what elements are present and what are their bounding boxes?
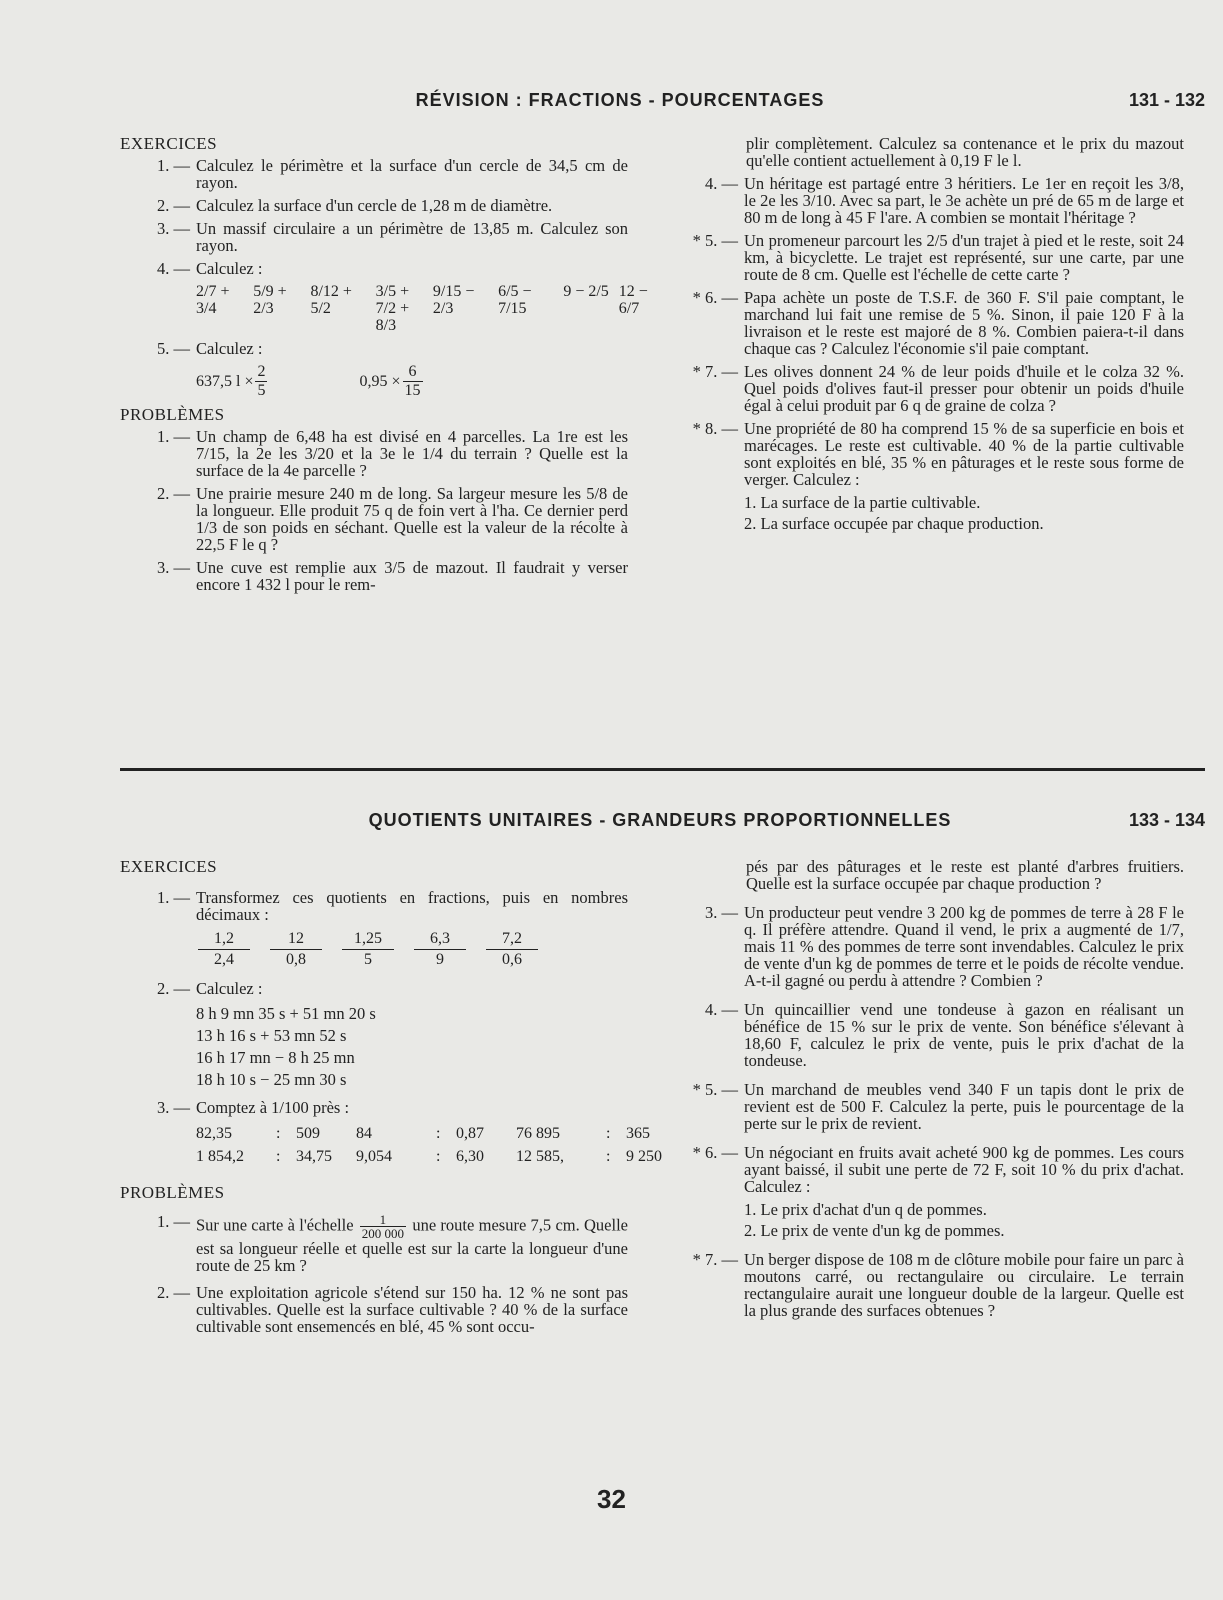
problem-item: 3. — Un producteur peut vendre 3 200 kg de pommes de terre à 28 F le q. Il préfère attendre. Quand il vend, le prix a augmenté de 1/7, mais 11 % des pommes de terre sont invendables. Calculez le prix de vente d'un kg de pommes de terre et le poids de récolte vendue. A-t-il gagné ou perdu à attendre ? Combien ?	[705, 903, 1184, 990]
exercise-item: 3. — Comptez à 1/100 près :	[157, 1098, 350, 1117]
problems-heading: PROBLÈMES	[120, 1183, 225, 1202]
problem-item: 4. — Un héritage est partagé entre 3 héritiers. Le 1er en reçoit les 3/8, le 2e les 3/10. Avec sa part, le 3e achète un pré de 65 m de large et 80 m de long à 45 F l'are. A combien se montait l'héritage ?	[705, 174, 1184, 227]
problem-item: 4. — Un quincaillier vend une tondeuse à gazon en réalisant un bénéfice de 15 % sur le prix de vente. Son bénéfice s'élevant à 18,60 F, calculez le prix de vente, puis le prix d'achat de la tondeuse.	[705, 1000, 1184, 1070]
problem-item: 2. — Une prairie mesure 240 m de long. Sa largeur mesure les 5/8 de la longueur. Elle produit 75 q de foin vert à l'ha. Ce dernier perd 1/3 de son poids en séchant. Quelle est la valeur de la récolte à 22,5 F le q ?	[157, 484, 628, 554]
sub-question: 1. Le prix d'achat d'un q de pommes.	[744, 1200, 987, 1219]
sub-question: 2. Le prix de vente d'un kg de pommes.	[744, 1221, 1005, 1240]
problem-item: 1. — Sur une carte à l'échelle $\frac{1}{200 000}$ une route mesure 7,5 cm. Quelle est sa longueur réelle et quelle est sur la carte la longueur d'une route de 25 km ?	[157, 1212, 628, 1275]
exercise-item: 1. — Transformez ces quotients en fractions, puis en nombres décimaux :	[157, 888, 628, 924]
quotient: 6,3 9	[414, 929, 466, 970]
multiplication-expressions: 637,5 l × $\frac{2}{5}$ 0,95 × $\frac{6}{15}$	[196, 363, 421, 399]
problem-item: * 5. — Un marchand de meubles vend 340 F un tapis dont le prix de revient est de 500 F. Calculez la perte, puis le pourcentage de la perte sur le prix de revient.	[692, 1080, 1184, 1133]
section-header-bottom	[120, 810, 1205, 836]
fraction: $\frac{2}{5}$	[257, 363, 266, 399]
problem-item: * 7. — Les olives donnent 24 % de leur poids d'huile et le colza 32 %. Quel poids d'olives faut-il presser pour obtenir un poids d'huile égal à celui produit par 6 q de graine de colza ?	[692, 362, 1184, 415]
top-left-column	[120, 134, 648, 599]
exercise-item: 2. — Calculez :	[157, 979, 263, 998]
page-number: 32	[597, 1484, 626, 1514]
section-numbers: 133 - 134	[1128, 810, 1205, 830]
problem-continuation: pés par des pâturages et le reste est planté d'arbres fruitiers. Quelle est la surface occupée par chaque production ?	[746, 857, 1184, 893]
section-numbers: 131 - 132	[1128, 90, 1205, 110]
exercises-heading: EXERCICES	[120, 134, 218, 153]
quotient: 1,25 5	[342, 929, 394, 970]
scale-fraction: $\frac{1}{200 000}$	[361, 1212, 405, 1241]
exercise-item: 2. — Calculez la surface d'un cercle de 1,28 m de diamètre.	[157, 196, 553, 215]
problem-item: * 5. — Un promeneur parcourt les 2/5 d'un trajet à pied et le reste, soit 24 km, à bicyclette. Le trajet est représenté, sur une carte, par une route de 8 cm. Quelle est l'échelle de cette carte ?	[692, 231, 1184, 284]
quotient: 1,2 2,4	[198, 929, 250, 970]
quotients	[196, 929, 628, 970]
section-title: RÉVISION : FRACTIONS - POURCENTAGES	[415, 90, 825, 110]
section-divider	[120, 768, 1205, 771]
problem-item: * 7. — Un berger dispose de 108 m de clôture mobile pour faire un parc à moutons carré, ou rectangulaire ou circulaire. Le terrain rectangulaire aurait une longueur double de la largeur. Quelle est la plus grande des surfaces obtenues ?	[692, 1250, 1184, 1320]
problem-item: * 6. — Papa achète un poste de T.S.F. de 360 F. S'il paie comptant, le marchand lui fait une remise de 5 %. Sinon, il paie 120 F à la livraison et le reste est majoré de 8 %. Combien paiera-t-il dans chaque cas ? Calculez l'économie s'il paie comptant.	[692, 288, 1184, 358]
exercise-item: 1. — Calculez le périmètre et la surface d'un cercle de 34,5 cm de rayon.	[157, 156, 628, 192]
section-header-top	[120, 90, 1205, 116]
problem-item: * 6. — Un négociant en fruits avait acheté 900 kg de pommes. Les cours ayant baissé, il subit une perte de 72 F, soit 10 % du prix d'achat. Calculez :	[692, 1143, 1184, 1196]
section-title: QUOTIENTS UNITAIRES - GRANDEURS PROPORTIONNELLES	[368, 810, 952, 830]
fraction: $\frac{6}{15}$	[404, 363, 421, 399]
problem-item: * 8. — Une propriété de 80 ha comprend 15 % de sa superficie en bois et marécages. Le reste est cultivable. 40 % de la partie cultivable sont exploités en blé, 35 % en pâturages et le reste sous forme de verger. Calculez :	[692, 419, 1184, 489]
quotient: 12 0,8	[270, 929, 322, 970]
problem-item: 2. — Une exploitation agricole s'étend sur 150 ha. 12 % ne sont pas cultivables. Quelle est la surface cultivable ? 40 % de la surface cultivable sont ensemencés en blé, 45 % sont occu-	[157, 1283, 628, 1336]
division-grid: 82,35 : 509 84 : 0,87 76 895 : 365 1 854,2 : 34,75 9,054 : 6,30 12 585, : 9 250	[196, 1125, 662, 1165]
quotient: 7,2 0,6	[486, 929, 538, 970]
fraction-expressions: 2/7 + 3/4 5/9 + 2/3 8/12 + 5/2 3/5 + 7/2 + 8/3 9/15 − 2/3 6/5 − 7/15 9 − 2/5 12 − 6/7	[196, 283, 648, 334]
exercise-item: 5. — Calculez :	[157, 339, 263, 358]
sub-question: 1. La surface de la partie cultivable.	[744, 493, 981, 512]
exercise-item: 4. — Calculez :	[157, 259, 263, 278]
exercise-item: 3. — Un massif circulaire a un périmètre de 13,85 m. Calculez son rayon.	[157, 219, 628, 255]
problems-heading: PROBLÈMES	[120, 405, 225, 424]
exercises-heading: EXERCICES	[120, 857, 218, 876]
top-right-column	[668, 135, 1184, 536]
problem-item: 3. — Une cuve est remplie aux 3/5 de mazout. Il faudrait y verser encore 1 432 l pour le rem-	[157, 558, 628, 594]
sub-question: 2. La surface occupée par chaque production.	[744, 514, 1044, 533]
bottom-right-column	[668, 858, 1184, 1325]
problem-continuation: plir complètement. Calculez sa contenance et le prix du mazout qu'elle contient actuellement à 0,19 F le l.	[746, 134, 1184, 170]
problem-item: 1. — Un champ de 6,48 ha est divisé en 4 parcelles. La 1re est les 7/15, la 2e les 3/20 et la 3e le 1/4 du terrain ? Quelle est la surface de la 4e parcelle ?	[157, 427, 628, 480]
bottom-left-column	[120, 857, 662, 1341]
time-calculations: 8 h 9 mn 35 s + 51 mn 20 s 13 h 16 s + 53 mn 52 s 16 h 17 mn − 8 h 25 mn 18 h 10 s − 25 mn 30 s	[196, 1004, 376, 1089]
